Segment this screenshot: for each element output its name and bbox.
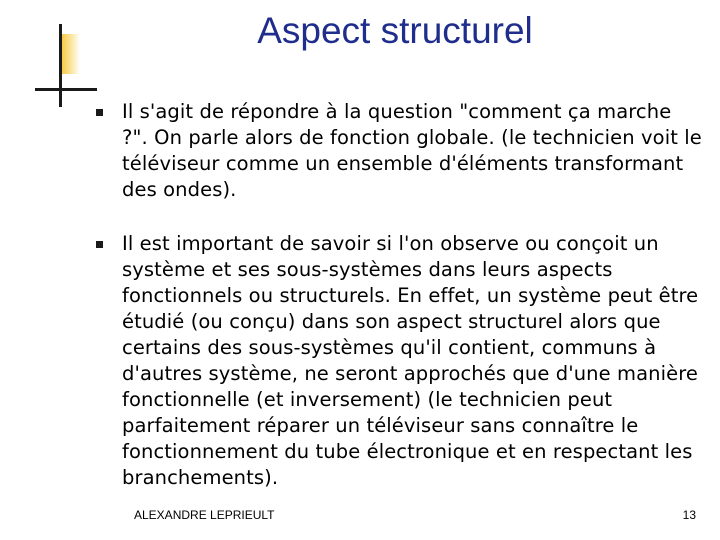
slide-title: Aspect structurel: [257, 10, 533, 51]
bullet-item: [92, 99, 702, 203]
square-bullet-icon: [96, 109, 103, 116]
square-bullet-icon: [96, 241, 103, 248]
page-number: 13: [682, 508, 696, 522]
bullet-text: Il est important de savoir si l'on observe ou conçoit un système et ses sous-systèmes dans leurs aspects fonctionnels ou structurels. En effet, un système peut être étudié (ou conçu) dans son aspect structurel alors que certains des sous-systèmes qu'il contient, communs à d'autres système, ne seront approchés que d'une manière fonctionnelle (et inversement) (le technicien peut parfaitement réparer un téléviseur sans connaître le fonctionnement du tube électronique et en respectant les branchements).: [122, 232, 699, 489]
footer-author: ALEXANDRE LEPRIEULT: [134, 508, 275, 522]
bullet-item: [92, 231, 702, 491]
title-accent-horizontal-line: [35, 88, 97, 91]
bullet-text: Il s'agit de répondre à la question "comment ça marche ?". On parle alors de fonction globale. (le technicien voit le téléviseur comme un ensemble d'éléments transformant des ondes).: [122, 100, 702, 201]
bullet-list: [92, 99, 702, 491]
